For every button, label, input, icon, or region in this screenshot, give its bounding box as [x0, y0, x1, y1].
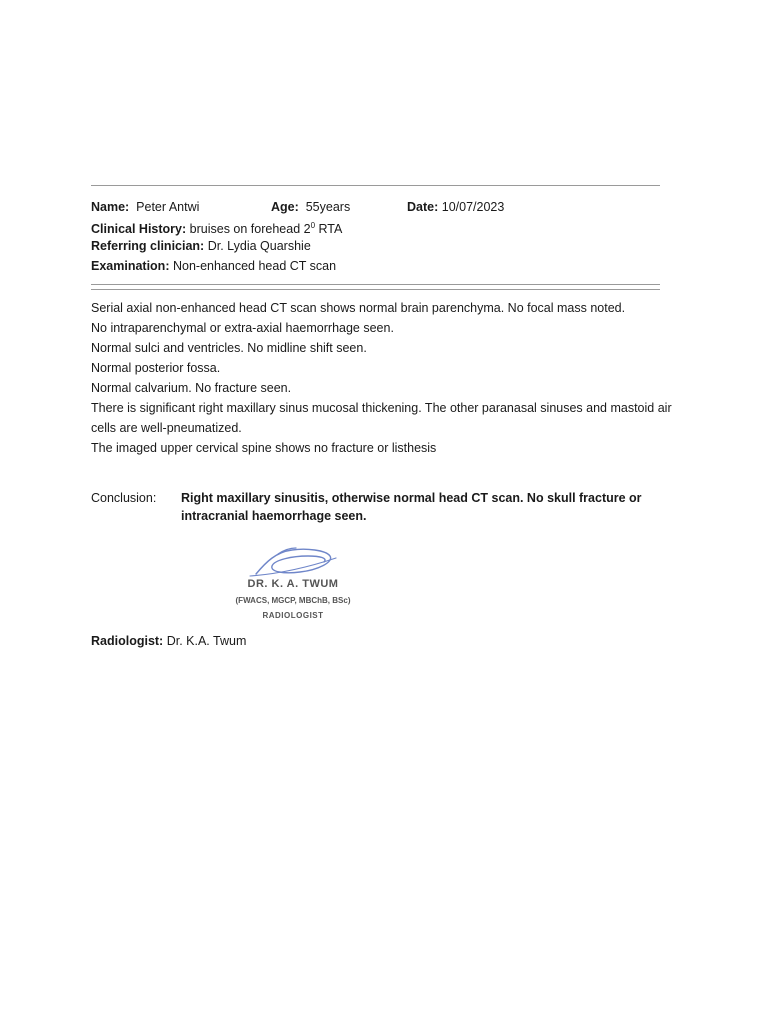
- conclusion-label: Conclusion:: [91, 491, 157, 505]
- examination-field: [91, 258, 336, 274]
- finding-line: Normal posterior fossa.: [91, 361, 221, 375]
- header-bottom-rule-1: [91, 284, 660, 285]
- clinical-history-superscript: 0: [310, 221, 316, 230]
- stamp-credentials: (FWACS, MGCP, MBChB, BSc): [235, 596, 351, 605]
- handwritten-signature-icon: [248, 544, 338, 580]
- examination-label: Examination:: [91, 259, 170, 273]
- stamp-doctor-name: DR. K. A. TWUM: [247, 578, 339, 590]
- referring-clinician-field: [91, 238, 311, 254]
- finding-line: Normal calvarium. No fracture seen.: [91, 381, 292, 395]
- radiologist-field: [91, 633, 246, 649]
- finding-line: The imaged upper cervical spine shows no fracture or listhesis: [91, 441, 437, 455]
- finding-line: No intraparenchymal or extra-axial haemorrhage seen.: [91, 321, 394, 335]
- name-value: Peter Antwi: [136, 200, 200, 214]
- header-top-rule: [91, 185, 660, 186]
- clinical-history-field: [91, 218, 342, 237]
- clinical-history-label: Clinical History:: [91, 222, 187, 237]
- report-date-field: [407, 199, 504, 215]
- radiologist-value: Dr. K.A. Twum: [166, 634, 247, 648]
- age-value: 55years: [305, 200, 351, 214]
- finding-line: There is significant right maxillary sinus mucosal thickening. The other paranasal sinuses and mastoid air cells are well-pneumatized.: [91, 401, 672, 435]
- patient-name-field: [91, 199, 199, 215]
- radiologist-label: Radiologist:: [91, 634, 164, 648]
- radiologist-stamp: [228, 544, 358, 628]
- finding-line: Normal sulci and ventricles. No midline shift seen.: [91, 341, 367, 355]
- clinical-history-text: bruises on forehead 2: [189, 222, 311, 237]
- finding-line: Serial axial non-enhanced head CT scan shows normal brain parenchyma. No focal mass noted.: [91, 301, 626, 315]
- clinical-history-text-post: RTA: [315, 222, 343, 237]
- referring-label: Referring clinician:: [91, 239, 205, 253]
- clinical-history-value: [190, 222, 343, 236]
- stamp-title: RADIOLOGIST: [262, 611, 324, 620]
- examination-value: Non-enhanced head CT scan: [172, 259, 337, 273]
- name-label: Name:: [91, 200, 130, 214]
- header-bottom-rule-2: [91, 289, 660, 290]
- findings-section: [91, 298, 681, 458]
- date-label: Date:: [407, 200, 439, 214]
- age-label: Age:: [271, 200, 299, 214]
- referring-value: Dr. Lydia Quarshie: [207, 239, 311, 253]
- patient-age-field: [271, 199, 350, 215]
- date-value: 10/07/2023: [441, 200, 505, 214]
- conclusion-text: Right maxillary sinusitis, otherwise normal head CT scan. No skull fracture or intracranial haemorrhage seen.: [181, 491, 642, 523]
